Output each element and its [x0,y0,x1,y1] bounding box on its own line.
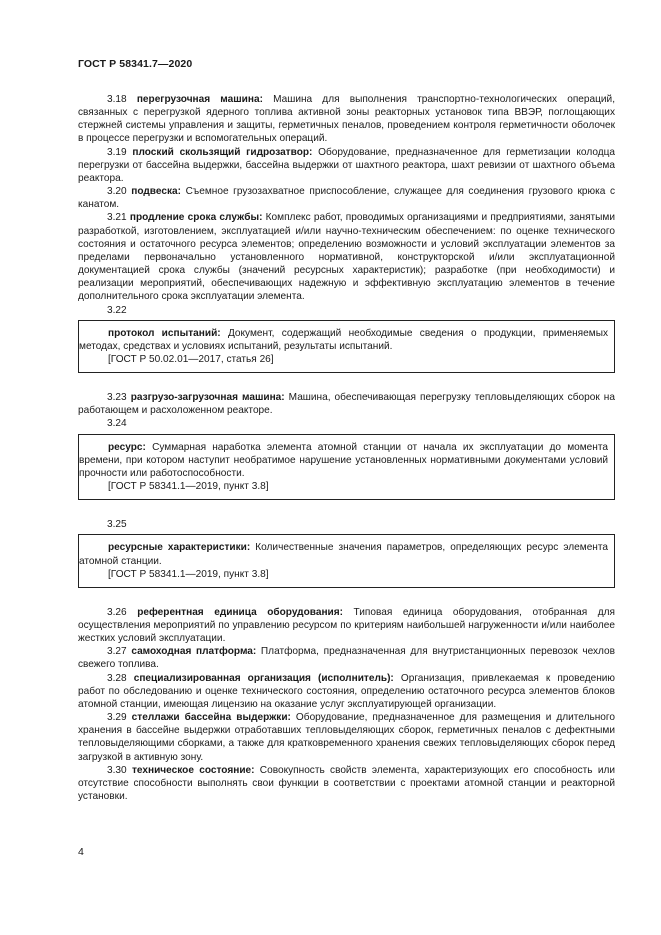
definition-3-30 [78,764,615,803]
term: подвеска: [131,186,181,198]
definition-3-21 [78,211,615,303]
term: техническое состояние: [131,764,255,776]
entry-number-3-22: 3.22 [107,304,127,316]
entry-number: 3.21 [107,212,127,224]
entry-number: 3.26 [107,606,127,618]
term: протокол испытаний: [108,327,221,339]
definition-3-20 [78,185,615,211]
definition-text: Суммарная наработка элемента атомной станции от начала их эксплуатации до момента времени, при котором наступит необратимое нарушение установленных нормативными документами условий прочности или работоспособности. [79,441,608,479]
entry-number: 3.18 [107,94,127,105]
term: референтная единица оборудования: [137,606,343,618]
definition-text: Документ, содержащий необходимые сведения о продукции, применяемых методах, средствах и условиях испытаний, результаты испытаний. [79,327,608,352]
term: специализированная организация (исполнитель): [133,672,394,684]
entry-number: 3.19 [107,146,127,158]
term: ресурсные характеристики: [108,542,251,554]
definition-text: Съемное грузозахватное приспособление, служащее для соединения грузового крюка с канатом. [78,186,615,211]
term: плоский скользящий гидрозатвор: [132,146,313,158]
entry-number-3-25: 3.25 [107,519,127,531]
definition-text: Оборудование, предназначенное для герметизации колодца перегрузки от бассейна выдержки, бассейна выдержки от шахтного реактора, шахт ревизии от шахтного объема реактора. [78,146,615,184]
entry-number: 3.30 [107,764,127,776]
definition-3-27 [78,645,615,671]
term: стеллажи бассейна выдержки: [131,712,291,724]
definition-text: Машина для выполнения транспортно-технологических операций, связанных с перегрузкой ядерного топлива активной зоны реакторных установок типа ВВЭР, поглощающих стержней системы управления и защиты, герметичных пеналов, проведением контроля герметичности оболочек в процессе перегрузки и вспомогательных операций. [78,94,615,145]
spacer [78,505,615,518]
entry-number: 3.20 [107,186,127,198]
quoted-definition-box [78,320,615,373]
definition-text: Платформа, предназначенная для внутристанционных перевозок чехлов свежего топлива. [78,646,615,671]
term: ресурс: [108,441,146,453]
entry-number: 3.27 [107,646,127,658]
definition-text: Типовая единица оборудования, отобранная для осуществления мероприятий по управлению ресурсом по критериям наибольшей нагруженности и/или наиболее жестких условий эксплуатации. [78,606,615,645]
definition-3-18 [78,93,615,146]
source-reference: [ГОСТ Р 50.02.01—2017, статья 26] [108,353,274,365]
spacer [78,378,615,391]
page-number: 4 [78,846,84,858]
quoted-definition-box [78,434,615,501]
source-reference: [ГОСТ Р 58341.1—2019, пункт 3.8] [108,568,269,580]
entry-number-3-24: 3.24 [107,418,127,430]
document-header: ГОСТ Р 58341.7—2020 [78,58,193,70]
source-reference: [ГОСТ Р 58341.1—2019, пункт 3.8] [108,481,269,493]
definition-text: Организация, привлекаемая к проведению работ по обследованию и оценке технического состояния, определению остаточного ресурса элементов блоков атомной станции, имеющая лицензию на оказание услуг эксплуатирующей организации. [78,672,615,710]
definition-text: Совокупность свойств элемента, характеризующих его способность или отсутствие способности выполнять свои функции в соответствии с проектами атомной станции и реакторной установки. [78,764,615,803]
definition-3-25 [79,541,608,567]
term: перегрузочная машина: [136,94,263,105]
entry-number: 3.23 [107,392,127,404]
definition-3-24 [79,441,608,480]
term: разгрузо-загрузочная машина: [130,392,285,404]
entry-number: 3.29 [107,712,127,724]
document-body [78,93,615,803]
quoted-definition-box [78,534,615,587]
definition-3-22 [79,327,608,353]
term: продление срока службы: [129,212,263,224]
spacer [78,593,615,606]
definition-text: Комплекс работ, проводимых организациями и предприятиями, занятыми разработкой, изготовлением, эксплуатацией и/или научно-техническим обеспечением: по оценке технического состояния и остаточного ресурса элементов; определению возможности и условий эксплуатации элементов за пределами первоначально установленного нормативной, конструкторской и/или эксплуатационной документацией срока службы (значений ресурсных характеристик); разработке (при необходимости) и реализации мероприятий, обеспечивающих надежную и эффективную эксплуатацию элементов в течение дополнительного срока эксплуатации элемента. [78,212,615,303]
definition-3-19 [78,146,615,185]
definition-text: Машина, обеспечивающая перегрузку тепловыделяющих сборок на работающем и расхоложенном реакторе. [78,392,615,417]
definition-3-28 [78,672,615,711]
definition-3-29 [78,711,615,764]
definition-text: Оборудование, предназначенное для размещения и длительного хранения в бассейне выдержки отработавших тепловыделяющих сборок, герметичных пеналов с дефектными тепловыделяющими сборками, а также для кратковременного хранения свежих тепловыделяющих сборок перед загрузкой в активную зону. [78,712,615,763]
term: самоходная платформа: [131,646,257,658]
definition-3-26 [78,606,615,645]
entry-number: 3.28 [107,672,127,684]
definition-3-23 [78,391,615,417]
definition-text: Количественные значения параметров, определяющих ресурс элемента атомной станции. [79,542,609,567]
